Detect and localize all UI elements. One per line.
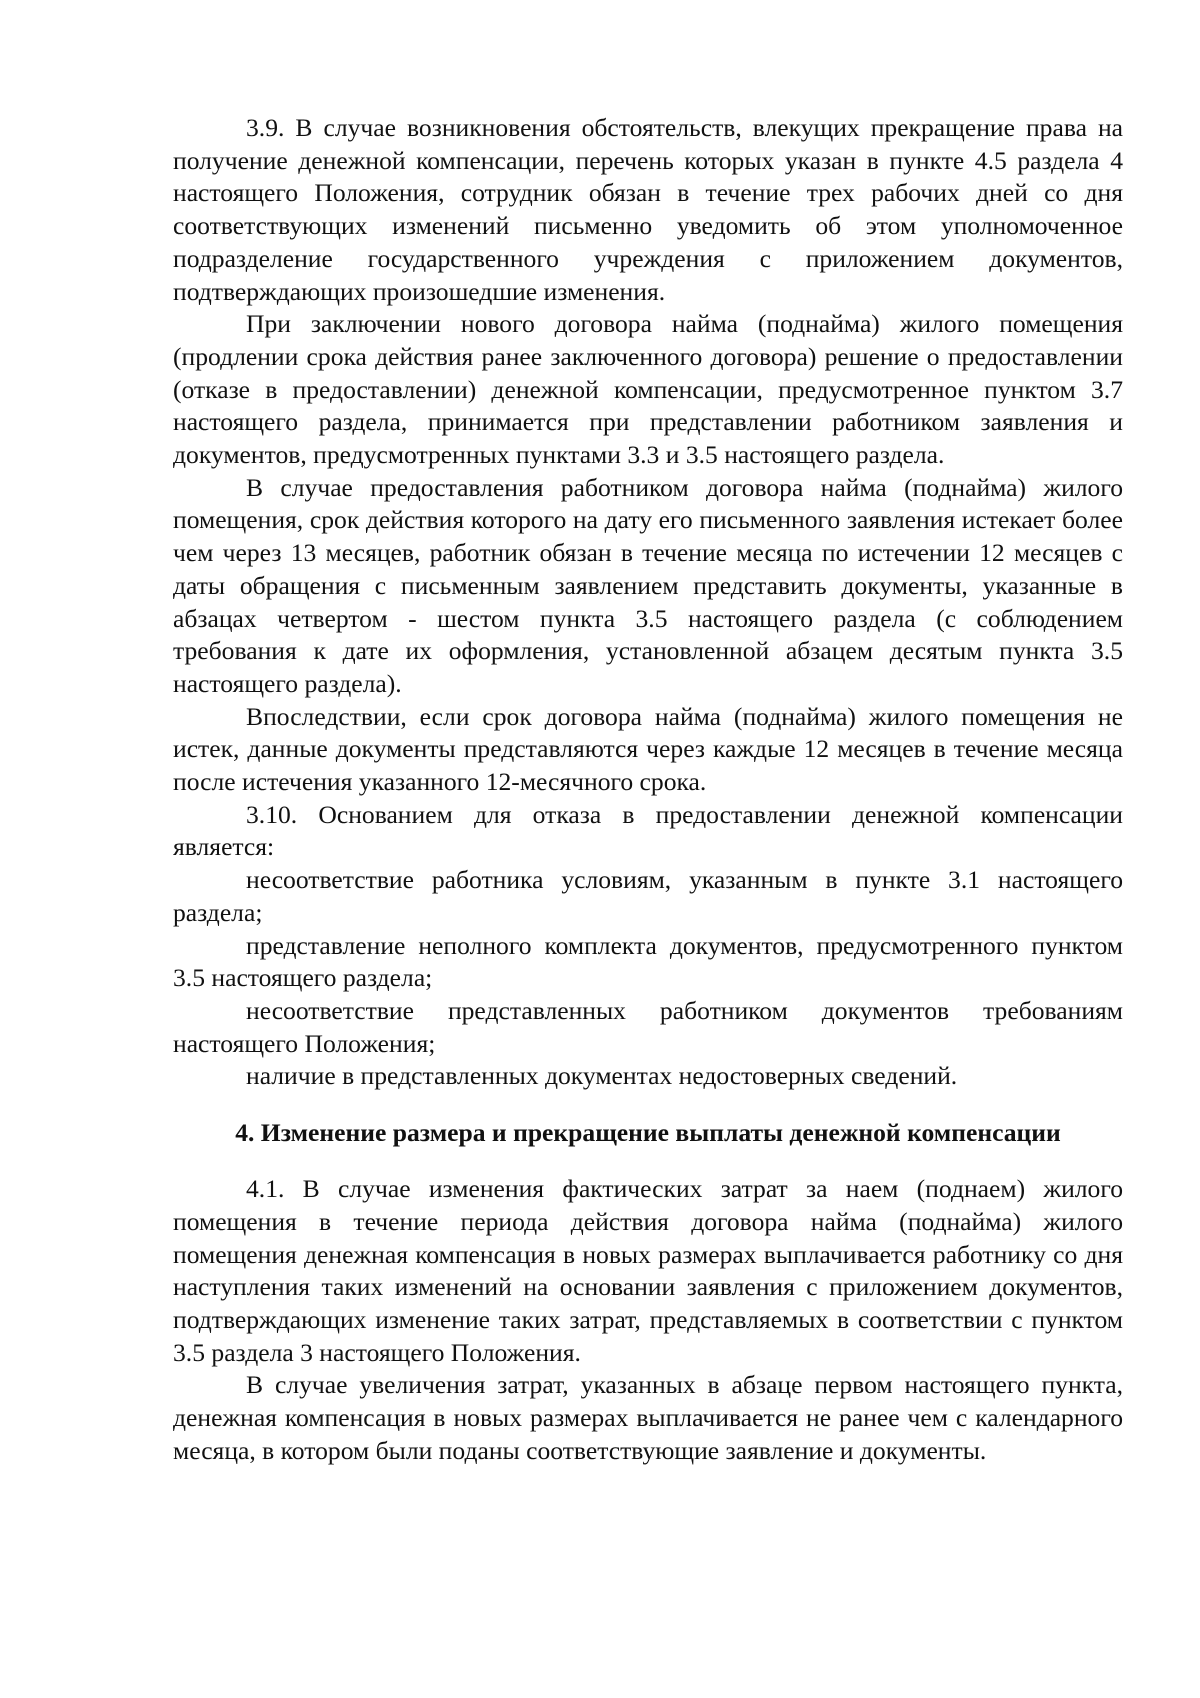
list-item-nonconformity: несоответствие работника условиям, указанным в пункте 3.1 настоящего раздела; <box>173 865 1123 927</box>
paragraph-3-9: 3.9. В случае возникновения обстоятельств, влекущих прекращение права на получение денежной компенсации, перечень которых указан в пункте 4.5 раздела 4 настоящего Положения, сотрудник обязан в течение трех рабочих дней со дня соответствующих изменений письменно уведомить об этом уполномоченное подразделение государственного учреждения с приложением документов, подтверждающих произошедшие изменения. <box>173 113 1123 306</box>
paragraph-13-months: В случае предоставления работником договора найма (поднайма) жилого помещения, срок действия которого на дату его письменного заявления истекает более чем через 13 месяцев, работник обязан в течение месяца по истечении 12 месяцев с даты обращения с письменным заявлением представить документы, указанные в абзацах четвертом - шестом пункта 3.5 настоящего раздела (с соблюдением требования к дате их оформления, установленной абзацем десятым пункта 3.5 настоящего раздела). <box>173 472 1123 698</box>
paragraph-subsequently: Впоследствии, если срок договора найма (поднайма) жилого помещения не истек, данные документы представляются через каждые 12 месяцев в течение месяца после истечения указанного 12-месячного срока. <box>173 701 1123 797</box>
paragraph-cost-increase: В случае увеличения затрат, указанных в абзаце первом настоящего пункта, денежная компенсация в новых размерах выплачивается не ранее чем с календарного месяца, в котором были поданы соответствующие заявление и документы. <box>173 1370 1123 1465</box>
list-item-incomplete-documents: представление неполного комплекта документов, предусмотренного пунктом 3.5 настоящего раздела; <box>173 930 1123 993</box>
list-item-requirements-mismatch: несоответствие представленных работником документов требованиям настоящего Положения; <box>173 995 1123 1058</box>
list-item-false-information: наличие в представленных документах недостоверных сведений. <box>246 1061 958 1091</box>
document-body <box>173 112 1123 1467</box>
paragraph-4-1: 4.1. В случае изменения фактических затрат за наем (поднаем) жилого помещения в течение периода действия договора найма (поднайма) жилого помещения денежная компенсация в новых размерах выплачивается работнику со дня наступления таких изменений на основании заявления с приложением документов, подтверждающих изменение таких затрат, представляемых в соответствии с пунктом 3.5 раздела 3 настоящего Положения. <box>173 1174 1123 1367</box>
section-4-heading: 4. Изменение размера и прекращение выплаты денежной компенсации <box>235 1118 1061 1148</box>
paragraph-3-10: 3.10. Основанием для отказа в предоставлении денежной компенсации является: <box>173 799 1123 862</box>
paragraph-new-contract: При заключении нового договора найма (поднайма) жилого помещения (продлении срока действия ранее заключенного договора) решение о предоставлении (отказе в предоставлении) денежной компенсации, предусмотренное пунктом 3.7 настоящего раздела, принимается при представлении работником заявления и документов, предусмотренных пунктами 3.3 и 3.5 настоящего раздела. <box>173 309 1123 470</box>
